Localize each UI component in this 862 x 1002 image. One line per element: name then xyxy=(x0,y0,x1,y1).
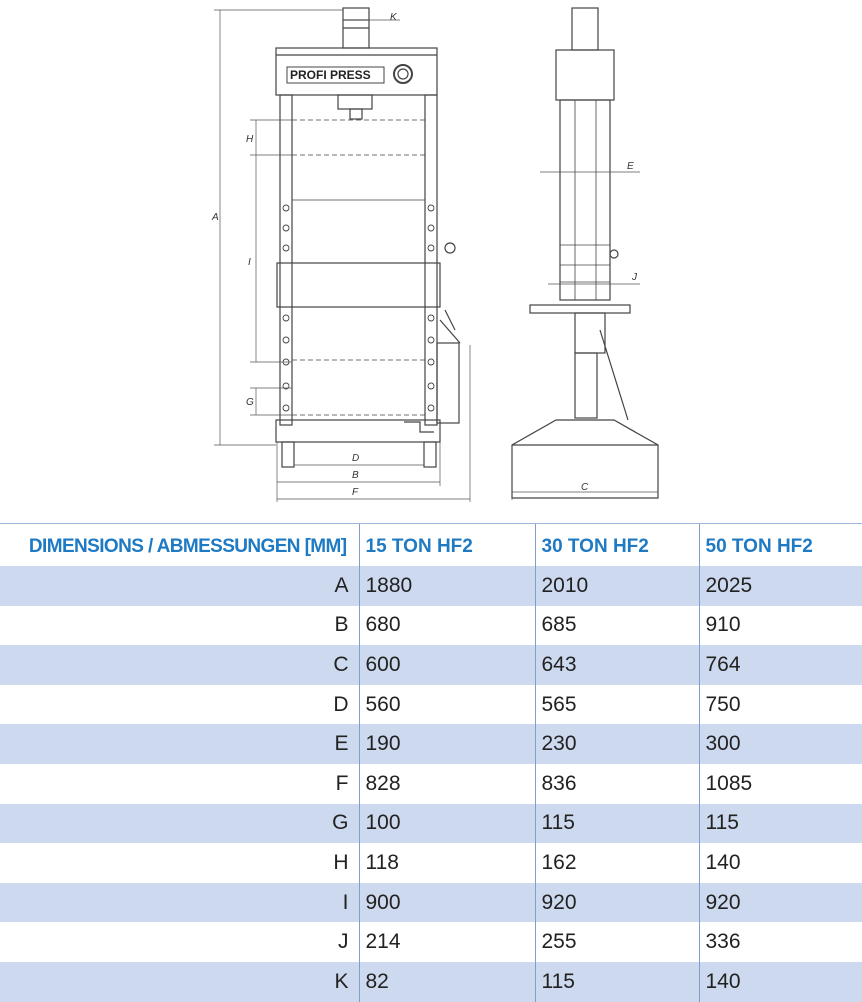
dimension-value-cell: 828 xyxy=(359,764,535,804)
table-row xyxy=(0,606,862,646)
dimension-label-cell: K xyxy=(0,962,359,1002)
dimension-value-cell: 190 xyxy=(359,724,535,764)
dimension-value-cell: 214 xyxy=(359,922,535,962)
dimension-label-cell: A xyxy=(0,566,359,606)
dimension-value-cell: 1880 xyxy=(359,566,535,606)
dimension-value-cell: 118 xyxy=(359,843,535,883)
dimension-label-cell: I xyxy=(0,883,359,923)
dimension-value-cell: 764 xyxy=(699,645,862,685)
label-G: G xyxy=(246,397,254,408)
dimension-value-cell: 162 xyxy=(535,843,699,883)
table-row xyxy=(0,645,862,685)
table-row xyxy=(0,566,862,606)
table-row xyxy=(0,922,862,962)
dimension-value-cell: 920 xyxy=(699,883,862,923)
dimension-value-cell: 750 xyxy=(699,685,862,725)
header-15-ton: 15 TON HF2 xyxy=(359,524,535,567)
dimension-value-cell: 230 xyxy=(535,724,699,764)
brand-text: PROFI PRESS xyxy=(290,68,371,82)
dimension-value-cell: 140 xyxy=(699,962,862,1002)
dimension-value-cell: 255 xyxy=(535,922,699,962)
dimension-label-cell: C xyxy=(0,645,359,685)
dimension-value-cell: 300 xyxy=(699,724,862,764)
dimension-value-cell: 685 xyxy=(535,606,699,646)
dimension-value-cell: 565 xyxy=(535,685,699,725)
dimension-value-cell: 680 xyxy=(359,606,535,646)
table-row xyxy=(0,804,862,844)
dimension-value-cell: 920 xyxy=(535,883,699,923)
dimension-label-cell: G xyxy=(0,804,359,844)
dimension-label-cell: B xyxy=(0,606,359,646)
dimension-value-cell: 560 xyxy=(359,685,535,725)
dimension-value-cell: 115 xyxy=(535,804,699,844)
table-header-row xyxy=(0,524,862,567)
dimension-label-cell: E xyxy=(0,724,359,764)
dimension-value-cell: 2025 xyxy=(699,566,862,606)
header-dimensions: DIMENSIONS / ABMESSUNGEN [MM] xyxy=(0,524,359,567)
label-F: F xyxy=(352,487,359,498)
dimension-value-cell: 100 xyxy=(359,804,535,844)
dimensions-table xyxy=(0,523,862,1002)
header-50-ton: 50 TON HF2 xyxy=(699,524,862,567)
dimension-value-cell: 115 xyxy=(535,962,699,1002)
label-B: B xyxy=(352,470,359,481)
label-D: D xyxy=(352,453,360,464)
dimension-value-cell: 900 xyxy=(359,883,535,923)
label-H: H xyxy=(246,134,254,145)
label-K: K xyxy=(390,12,397,23)
dimension-value-cell: 600 xyxy=(359,645,535,685)
dimension-value-cell: 82 xyxy=(359,962,535,1002)
label-J: J xyxy=(632,272,637,283)
dimension-label-cell: H xyxy=(0,843,359,883)
dimension-label-cell: D xyxy=(0,685,359,725)
label-C: C xyxy=(581,482,589,493)
dimension-value-cell: 643 xyxy=(535,645,699,685)
dimension-label-cell: F xyxy=(0,764,359,804)
table-row xyxy=(0,962,862,1002)
table-row xyxy=(0,685,862,725)
table-row xyxy=(0,883,862,923)
dimension-value-cell: 910 xyxy=(699,606,862,646)
dimension-label-cell: J xyxy=(0,922,359,962)
dimension-value-cell: 2010 xyxy=(535,566,699,606)
label-E: E xyxy=(627,161,634,172)
dimension-value-cell: 115 xyxy=(699,804,862,844)
label-I: I xyxy=(248,257,251,268)
label-A: A xyxy=(212,212,219,223)
table-row xyxy=(0,843,862,883)
dimension-value-cell: 140 xyxy=(699,843,862,883)
table-row xyxy=(0,764,862,804)
header-30-ton: 30 TON HF2 xyxy=(535,524,699,567)
table-row xyxy=(0,724,862,764)
dimension-value-cell: 336 xyxy=(699,922,862,962)
dimension-value-cell: 836 xyxy=(535,764,699,804)
dimension-value-cell: 1085 xyxy=(699,764,862,804)
